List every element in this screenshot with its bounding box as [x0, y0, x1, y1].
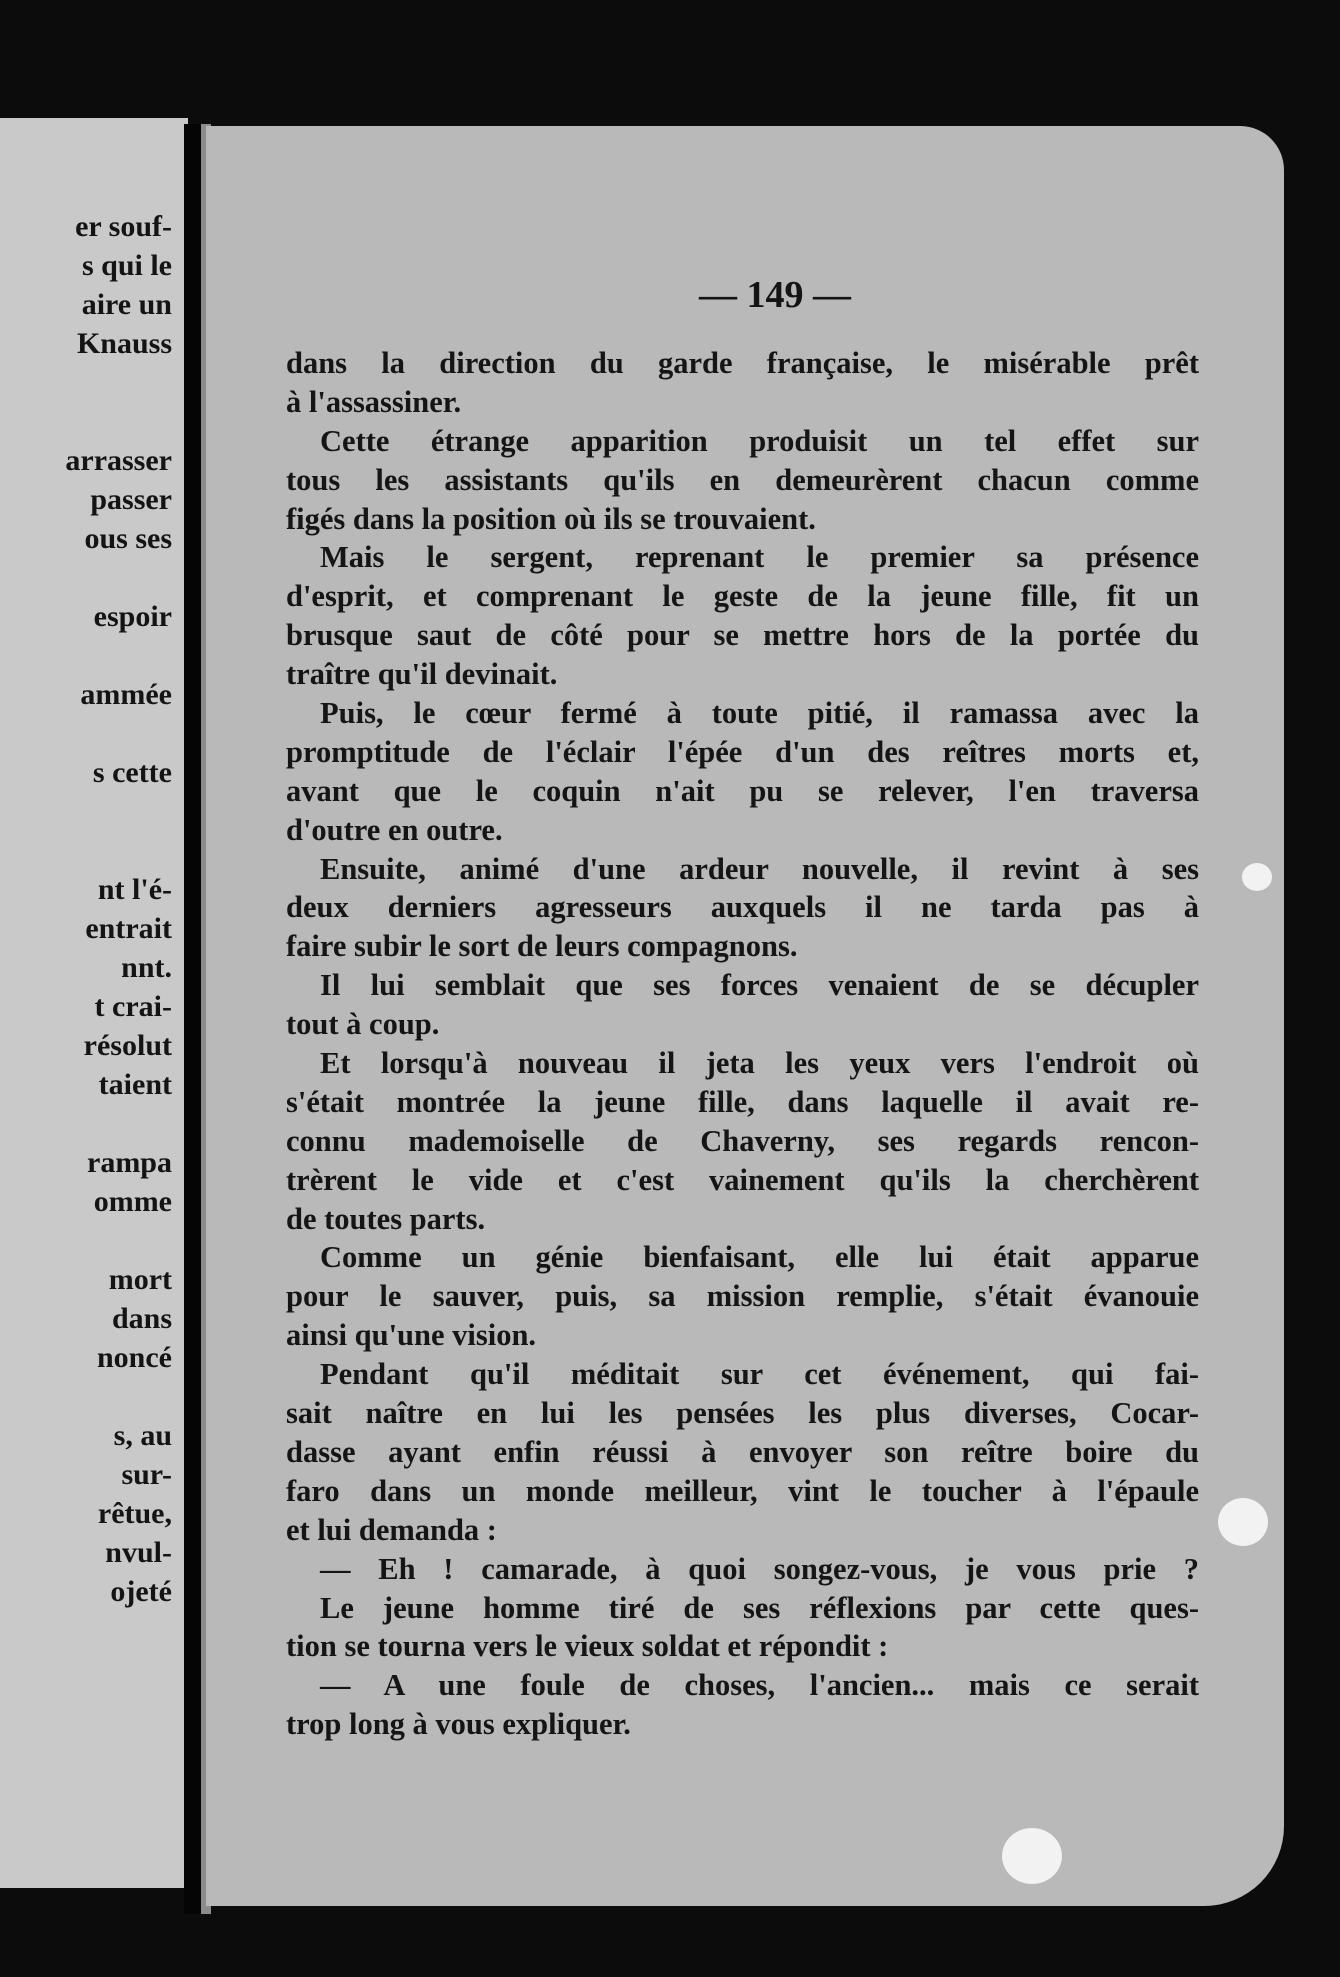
- left-page-line: rampa: [87, 1146, 172, 1179]
- left-page-line: er souf-: [75, 210, 172, 243]
- left-page-line: taient: [98, 1068, 172, 1101]
- left-page-line: nnt.: [121, 951, 172, 984]
- left-page-line: s qui le: [81, 249, 172, 282]
- text-line: tous les assistants qu'ils en demeurèrent chacun comme: [286, 462, 1199, 497]
- text-line: pour le sauver, puis, sa mission remplie, s'était évanouie: [286, 1279, 1199, 1314]
- text-line: trop long à vous expliquer.: [286, 1707, 631, 1742]
- left-page-line: passer: [90, 483, 172, 516]
- left-page-line: nt l'é-: [97, 873, 172, 906]
- left-page-line: omme: [93, 1185, 172, 1218]
- text-line: trèrent le vide et c'est vainement qu'ils la cherchèrent: [286, 1162, 1199, 1197]
- text-line: connu mademoiselle de Chaverny, ses regards rencon-: [286, 1123, 1199, 1158]
- text-line: Comme un génie bienfaisant, elle lui était apparue: [320, 1240, 1199, 1275]
- text-line: Il lui semblait que ses forces venaient de se décupler: [320, 968, 1199, 1003]
- paper-stain: [1002, 1828, 1062, 1884]
- right-page: [206, 126, 1284, 1906]
- text-line: Mais le sergent, reprenant le premier sa présence: [320, 540, 1199, 575]
- left-page-line: aire un: [81, 288, 172, 321]
- left-page-line: s, au: [113, 1419, 172, 1452]
- left-page-line: espoir: [93, 600, 172, 633]
- left-page-line: ous ses: [84, 522, 172, 555]
- text-line: Le jeune homme tiré de ses réflexions par cette ques-: [320, 1590, 1199, 1625]
- text-line: faire subir le sort de leurs compagnons.: [286, 929, 798, 964]
- text-line: sait naître en lui les pensées les plus diverses, Cocar-: [286, 1396, 1199, 1431]
- text-line: à l'assassiner.: [286, 384, 462, 419]
- left-page-line: résolut: [83, 1029, 172, 1062]
- left-page-line: Knauss: [76, 327, 172, 360]
- left-page-line: arrasser: [65, 444, 172, 477]
- text-line: Pendant qu'il méditait sur cet événement, qui fai-: [320, 1357, 1199, 1392]
- text-line: faro dans un monde meilleur, vint le toucher à l'épaule: [286, 1473, 1199, 1508]
- text-line: — Eh ! camarade, à quoi songez-vous, je vous prie ?: [320, 1551, 1199, 1586]
- text-line: dans la direction du garde française, le misérable prêt: [286, 346, 1199, 380]
- body-text: [286, 344, 1199, 1744]
- book-spine: [184, 124, 201, 1914]
- text-line: Puis, le cœur fermé à toute pitié, il ramassa avec la: [320, 696, 1199, 731]
- left-page-line: rêtue,: [97, 1497, 172, 1530]
- text-line: dasse ayant enfin réussi à envoyer son reître boire du: [286, 1434, 1199, 1469]
- paper-stain: [1242, 863, 1272, 891]
- page-number: — 149 —: [699, 274, 851, 316]
- text-line: de toutes parts.: [286, 1201, 486, 1236]
- text-line: d'esprit, et comprenant le geste de la jeune fille, fit un: [286, 579, 1199, 614]
- left-page-line: mort: [108, 1263, 172, 1296]
- left-page-line: sur-: [121, 1458, 172, 1491]
- text-line: figés dans la position où ils se trouvaient.: [286, 501, 816, 536]
- text-line: Ensuite, animé d'une ardeur nouvelle, il revint à ses: [320, 851, 1199, 886]
- text-line: d'outre en outre.: [286, 812, 503, 847]
- text-line: promptitude de l'éclair l'épée d'un des reîtres morts et,: [286, 734, 1199, 769]
- text-line: — A une foule de choses, l'ancien... mais ce serait: [320, 1668, 1199, 1703]
- left-page: [0, 118, 188, 1888]
- text-line: s'était montrée la jeune fille, dans laquelle il avait re-: [286, 1084, 1199, 1119]
- text-line: et lui demanda :: [286, 1512, 497, 1547]
- text-line: traître qu'il devinait.: [286, 657, 558, 692]
- text-line: Cette étrange apparition produisit un tel effet sur: [320, 423, 1199, 458]
- left-page-line: t crai-: [94, 990, 172, 1023]
- text-line: tout à coup.: [286, 1007, 440, 1042]
- left-page-line: s cette: [92, 756, 172, 789]
- left-page-line: ammée: [80, 678, 172, 711]
- text-line: brusque saut de côté pour se mettre hors de la portée du: [286, 618, 1199, 653]
- text-line: Et lorsqu'à nouveau il jeta les yeux vers l'endroit où: [320, 1046, 1199, 1081]
- text-line: deux derniers agresseurs auxquels il ne tarda pas à: [286, 890, 1199, 925]
- text-line: avant que le coquin n'ait pu se relever, l'en traversa: [286, 773, 1199, 808]
- left-page-line: dans: [111, 1302, 172, 1335]
- text-line: tion se tourna vers le vieux soldat et répondit :: [286, 1629, 889, 1664]
- left-page-line: ojeté: [110, 1575, 172, 1608]
- left-page-line: noncé: [97, 1341, 172, 1374]
- paper-stain: [1218, 1498, 1268, 1546]
- left-page-line: nvul-: [105, 1536, 172, 1569]
- left-page-line: entrait: [85, 912, 172, 945]
- text-line: ainsi qu'une vision.: [286, 1318, 537, 1353]
